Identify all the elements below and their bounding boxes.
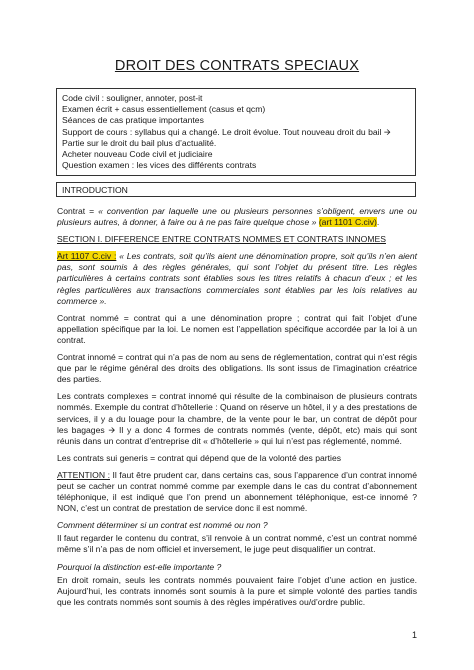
info-line: Examen écrit + casus essentiellement (casus et qcm) — [62, 104, 266, 115]
quote-text: « Les contrats, soit qu’ils aient une dénomination propre, soit qu’ils n’en aient pas, sont soumis à des règles générales, qui sont l’objet du présent titre. Les règles particulières à certains contrats sont établies sous les titres relatifs à chacun d’eux ; et les règles particulières aux transactions commerciales sont établies par les lois relatives au commerce ». — [57, 251, 417, 306]
question-heading: Comment déterminer si un contrat est nommé ou non ? — [57, 520, 268, 531]
paragraph-contrat-innome: Contrat innomé = contrat qui n’a pas de nom au sens de réglementation, contrat qui n’est régis que par le régime général des droits des obligations. Ils sont issus de l’imagination créatrice des parties. — [57, 352, 417, 385]
paragraph-attention — [57, 470, 417, 514]
section-box-introduction: INTRODUCTION — [56, 182, 416, 197]
attention-label: ATTENTION : — [57, 469, 110, 480]
paragraph-contrat-nomme: Contrat nommé = contrat qui a une dénomination propre ; contrat qui fait l’objet d’une appellation spécifique par la loi. Le nomen est l’appellation spécifique accordée par la loi à un contrat. — [57, 312, 417, 345]
text: Il faut être prudent car, dans certains cas, sous l’apparence d’un contrat innomé peut se cacher un contrat nommé comme par exemple dans le cas du contrat d’abonnement téléphonique, il est indiqué que l’on prend un abonnement téléphonique, est-ce innomé ? NON, c’est un contrat de prestation de service donc il est nommé. — [57, 469, 417, 514]
info-line: Question examen : les vices des différents contrats — [62, 160, 257, 171]
paragraph-art-1107 — [57, 251, 417, 306]
document-title: DROIT DES CONTRATS SPECIAUX — [114, 58, 360, 74]
quote-text: « convention par laquelle une ou plusieurs personnes s’obligent, envers une ou plusieurs autres, à donner, à faire ou à ne pas faire quelque chose » — [57, 206, 417, 228]
highlighted-reference: (art 1101 C.civ) — [318, 217, 377, 228]
paragraph-contract-definition — [57, 206, 417, 228]
course-info-box — [56, 88, 416, 176]
info-line: Code civil : souligner, annoter, post-it — [62, 93, 203, 103]
question-heading: Pourquoi la distinction est-elle importante ? — [57, 561, 222, 572]
document-body — [57, 206, 417, 614]
text: Contrat = — [57, 206, 99, 216]
highlighted-reference: Art 1107 C.civ : — [57, 251, 117, 262]
paragraph-answer: Il faut regarder le contenu du contrat, s’il renvoie à un contrat nommé, c’est un contrat nommé même s’il n’a pas de nom officiel et inversement, le juge peut disqualifier un contrat. — [57, 533, 417, 555]
info-line: Acheter nouveau Code civil et judiciaire — [62, 149, 213, 160]
paragraph-answer: En droit romain, seuls les contrats nommés pouvaient faire l’objet d’une action en justice. Aujourd’hui, les contrats innomés sont soumis à la pure et simple volonté des parties tandis que les contrats nommés sont soumis à des règles impératives ou/d’ordre public. — [57, 574, 417, 607]
text: . — [376, 217, 380, 228]
paragraph-contrats-complexes: Les contrats complexes = contrat innomé qui résulte de la combinaison de plusieurs contrats nommés. Exemple du contrat d’hôtellerie : Quand on réserve un hôtel, il y a des prestations de services, il y a du louage pour la chambre, de la vente pour le bar, un contrat de dépôt pour les bagages 🡪 Il y a donc 4 formes de contrats nommés (vente, dépôt, etc) mais qui sont réunis dans un contrat d’entreprise dit « d’hôtellerie » qui lui n’est pas réglementé, nommé. — [57, 391, 417, 446]
section-heading: SECTION I. DIFFERENCE ENTRE CONTRATS NOMMES ET CONTRATS INNOMES — [57, 234, 386, 245]
paragraph-sui-generis: Les contrats sui generis = contrat qui dépend que de la volonté des parties — [57, 452, 342, 463]
info-line: Support de cours : syllabus qui a changé. Le droit évolue. Tout nouveau droit du bail 🡪 Partie sur le droit du bail plus d’actualité. — [62, 126, 391, 148]
page-number: 1 — [412, 630, 418, 640]
info-line: Séances de cas pratique importantes — [62, 115, 204, 126]
